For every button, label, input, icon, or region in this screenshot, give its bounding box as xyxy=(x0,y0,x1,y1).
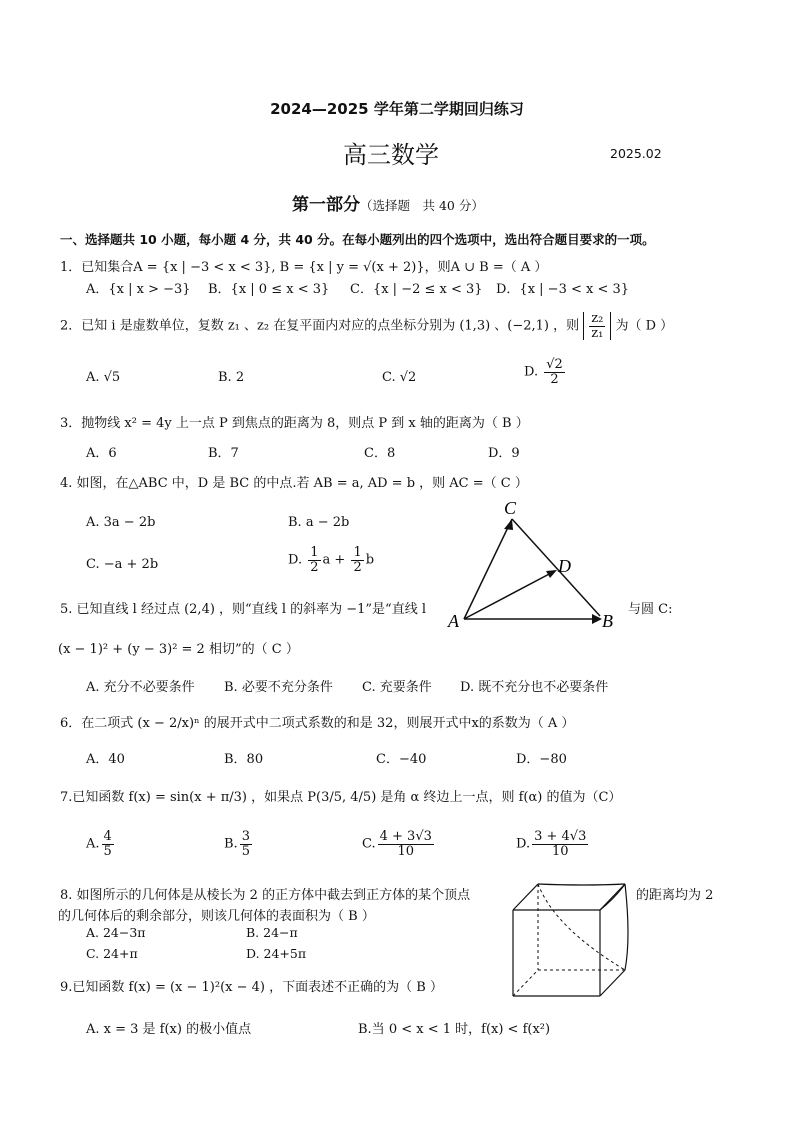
q5-stem-c: (x − 1)² + (y − 3)² = 2 相切”的（ C ） xyxy=(58,642,299,657)
label-c: C xyxy=(504,500,517,518)
q1-option-b: B．{x | 0 ≤ x < 3} xyxy=(208,282,330,297)
label-a: A xyxy=(448,611,459,631)
q3-option-d: D．9 xyxy=(488,446,520,461)
side-cb xyxy=(512,519,600,616)
q7-option-c: C. $\frac{4 + 3√3}{10}$ xyxy=(362,829,432,859)
q3-stem: 3．抛物线 x² = 4y 上一点 P 到焦点的距离为 8，则点 P 到 x 轴的距离为（ B ） xyxy=(60,416,529,431)
q1-option-a: A．{x | x > −3} xyxy=(86,282,191,297)
q3-option-b: B．7 xyxy=(208,446,239,461)
cube-figure xyxy=(505,878,637,1000)
q9-stem: 9.已知函数 f(x) = (x − 1)²(x − 4) ，下面表述不正确的为（ B ） xyxy=(60,980,443,995)
q4-option-d: D. $\frac{1}{2}$ a + $\frac{1}{2}$ b xyxy=(288,545,375,575)
side-ac xyxy=(464,519,512,619)
q6-stem: 6．在二项式 (x − 2/x)ⁿ 的展开式中二项式系数的和是 32，则展开式中x的系数为（ A ） xyxy=(60,716,575,731)
q1-stem: 1．已知集合A = {x | −3 < x < 3}, B = {x | y = √(x + 2)}，则A ∪ B =（ A ） xyxy=(60,260,548,275)
q4-stem: 4. 如图，在△ABC 中，D 是 BC 的中点.若 AB = a, AD = b ，则 AC =（ C ） xyxy=(60,476,528,491)
q7-stem: 7.已知函数 f(x) = sin(x + π/3) ，如果点 P(3/5, 4/5) 是角 α 终边上一点，则 f(α) 的值为（C） xyxy=(60,790,622,805)
q8-option-a: A. 24−3π xyxy=(86,925,146,940)
label-b: B xyxy=(602,611,613,631)
q4-option-c: C. −a + 2b xyxy=(86,557,159,572)
exam-date: 2025.02 xyxy=(610,146,662,161)
q5-stem-b: 与圆 C: xyxy=(628,602,673,617)
q5-option-d: D. 既不充分也不必要条件 xyxy=(460,680,609,695)
q8-option-b: B. 24−π xyxy=(246,925,298,940)
q2-option-b: B. 2 xyxy=(218,370,245,385)
q7-option-a: A. $\frac{4}{5}$ xyxy=(86,829,112,859)
q9-option-a: A. x = 3 是 f(x) 的极小值点 xyxy=(86,1022,252,1037)
q6-option-d: D．−80 xyxy=(516,752,567,767)
q8-stem-c: 的几何体后的剩余部分，则该几何体的表面积为（ B ） xyxy=(58,909,375,924)
q6-option-b: B．80 xyxy=(224,752,264,767)
q1-option-d: D．{x | −3 < x < 3} xyxy=(496,282,630,297)
q7-option-d: D. $\frac{3 + 4√3}{10}$ xyxy=(516,829,587,859)
q8-stem-b: 的距离均为 2 xyxy=(636,888,714,903)
exam-title: 2024—2025 学年第二学期回归练习 xyxy=(270,100,524,118)
q9-option-b: B.当 0 < x < 1 时，f(x) < f(x²) xyxy=(358,1022,551,1037)
q5-option-b: B. 必要不充分条件 xyxy=(224,680,333,695)
q3-option-a: A．6 xyxy=(86,446,117,461)
q4-option-b: B. a − 2b xyxy=(288,515,350,530)
q2-option-c: C. √2 xyxy=(382,370,417,385)
q8-option-d: D. 24+5π xyxy=(246,946,307,961)
part-heading: 第一部分（选择题 共 40 分） xyxy=(292,195,484,215)
q5-stem-a: 5. 已知直线 l 经过点 (2,4) ，则“直线 l 的斜率为 −1”是“直线 l xyxy=(60,602,426,617)
side-ad xyxy=(464,572,553,619)
q6-option-a: A．40 xyxy=(86,752,125,767)
q8-stem-a: 8. 如图所示的几何体是从棱长为 2 的正方体中截去到正方体的某个顶点 xyxy=(60,888,471,903)
q1-option-c: C．{x | −2 ≤ x < 3} xyxy=(350,282,483,297)
q8-option-c: C. 24+π xyxy=(86,946,138,961)
label-d: D xyxy=(558,556,571,576)
triangle-figure xyxy=(440,500,630,635)
q2-option-a: A. √5 xyxy=(86,370,121,385)
q3-option-c: C．8 xyxy=(364,446,396,461)
q4-option-a: A. 3a − 2b xyxy=(86,515,156,530)
section-intro: 一、选择题共 10 小题，每小题 4 分，共 40 分。在每小题列出的四个选项中，选出符合题目要求的一项。 xyxy=(60,232,655,247)
q5-option-c: C. 充要条件 xyxy=(362,680,432,695)
q5-option-a: A. 充分不必要条件 xyxy=(86,680,195,695)
q6-option-c: C．−40 xyxy=(376,752,427,767)
q2-option-d: D. $\frac{√2}{2}$ xyxy=(524,357,563,387)
q7-option-b: B. $\frac{3}{5}$ xyxy=(224,829,250,859)
arrow-c xyxy=(504,519,513,530)
q2-stem: 2．已知 i 是虚数单位，复数 z₁ 、z₂ 在复平面内对应的点坐标分别为 (1,3) 、(−2,1) ，则 $\frac{\text{z₂}}{\text{z₁}}$ 为（ D ） xyxy=(60,311,674,341)
subject-title: 高三数学 xyxy=(343,141,439,169)
